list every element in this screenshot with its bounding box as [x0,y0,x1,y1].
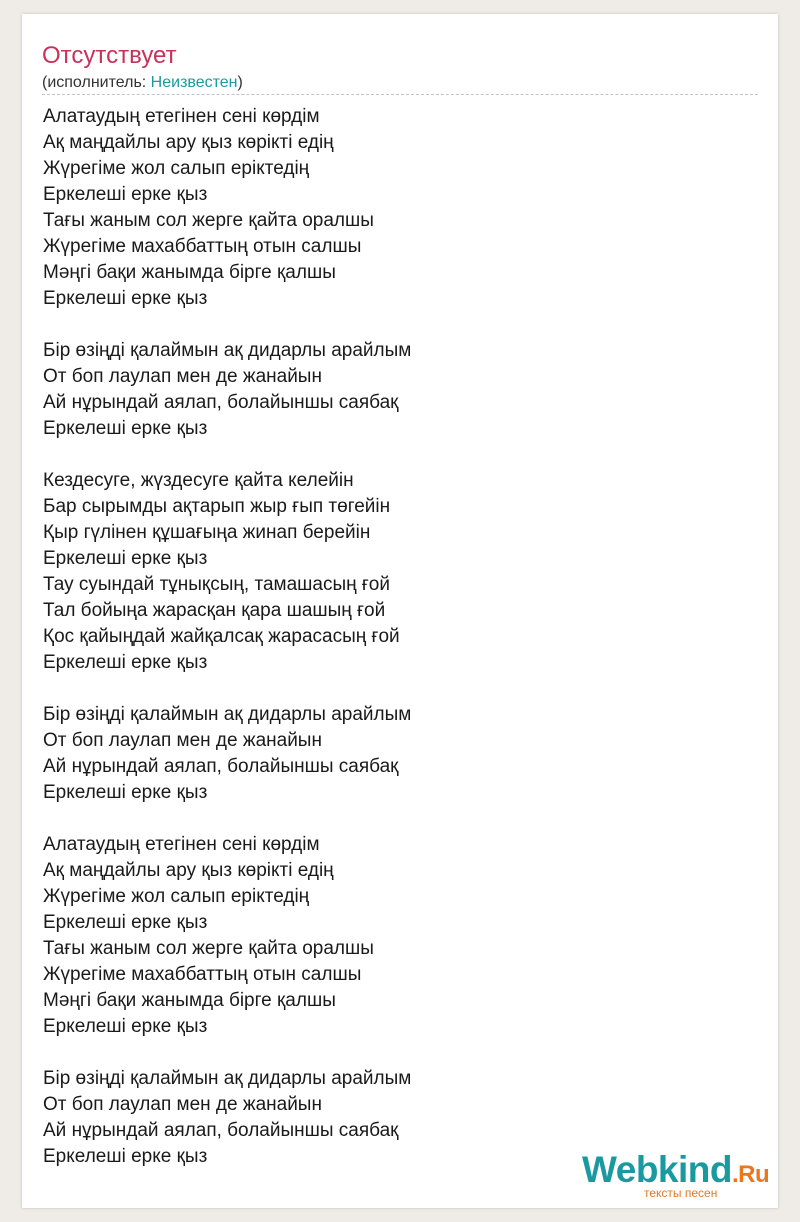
lyrics-line: Кездесуге, жүздесуге қайта келейін [43,470,354,491]
lyrics-line: Еркелеші ерке қыз [43,912,208,933]
lyrics-line: Ақ маңдайлы ару қыз көрікті едің [43,860,334,881]
divider [42,94,758,95]
lyrics-line: Жүрегіме махаббаттың отын салшы [43,964,362,985]
lyrics-line: Бір өзіңді қалаймын ақ дидарлы арайлым [43,340,412,361]
lyrics-line: Еркелеші ерке қыз [43,782,208,803]
lyrics-line: От боп лаулап мен де жанайын [43,1094,322,1115]
lyrics-verse [43,832,743,1040]
lyrics-line: Еркелеші ерке қыз [43,288,208,309]
lyrics-line: Ай нұрындай аялап, болайыншы саябақ [43,1120,399,1141]
logo-subtitle: тексты песен [644,1186,718,1200]
lyrics-line: Ақ маңдайлы ару қыз көрікті едің [43,132,334,153]
song-title: Отсутствует [42,42,177,69]
lyrics-verse [43,104,743,312]
lyrics-verse [43,338,743,442]
lyrics-line: Алатаудың етегінен сені көрдім [43,834,320,855]
lyrics-body [43,104,743,1196]
lyrics-verse [43,468,743,676]
lyrics-line: Тағы жаным сол жерге қайта оралшы [43,938,374,959]
artist-prefix: (исполнитель: [42,74,151,91]
lyrics-line: Мәңгі бақи жанымда бірге қалшы [43,262,336,283]
lyrics-line: Тау суындай тұнықсың, тамашасың ғой [43,574,390,595]
lyrics-line: Еркелеші ерке қыз [43,418,208,439]
lyrics-line: Еркелеші ерке қыз [43,1016,208,1037]
lyrics-line: Жүрегіме жол салып еріктедің [43,886,310,907]
lyrics-line: Қос қайыңдай жайқалсақ жарасасың ғой [43,626,400,647]
artist-suffix: ) [237,74,243,91]
lyrics-line: Тал бойыңа жарасқан қара шашың ғой [43,600,386,621]
lyrics-line: Мәңгі бақи жанымда бірге қалшы [43,990,336,1011]
lyrics-line: Жүрегіме жол салып еріктедің [43,158,310,179]
logo-main-text: Webkind [582,1149,732,1190]
artist-line [42,73,243,93]
artist-link[interactable]: Неизвестен [150,74,238,91]
site-logo[interactable] [582,1150,782,1200]
lyrics-line: Еркелеші ерке қыз [43,184,208,205]
lyrics-verse [43,702,743,806]
lyrics-line: Қыр гүлінен құшағыңа жинап берейін [43,522,371,543]
lyrics-line: Жүрегіме махаббаттың отын салшы [43,236,362,257]
lyrics-line: От боп лаулап мен де жанайын [43,366,322,387]
lyrics-line: Бір өзіңді қалаймын ақ дидарлы арайлым [43,1068,412,1089]
lyrics-line: Тағы жаным сол жерге қайта оралшы [43,210,374,231]
lyrics-line: Бар сырымды ақтарып жыр ғып төгейін [43,496,391,517]
lyrics-line: Ай нұрындай аялап, болайыншы саябақ [43,392,399,413]
lyrics-line: Бір өзіңді қалаймын ақ дидарлы арайлым [43,704,412,725]
lyrics-page [22,14,778,1208]
lyrics-line: Еркелеші ерке қыз [43,1146,208,1167]
lyrics-line: Ай нұрындай аялап, болайыншы саябақ [43,756,399,777]
lyrics-line: От боп лаулап мен де жанайын [43,730,322,751]
logo-tld: .Ru [732,1161,770,1188]
lyrics-line: Еркелеші ерке қыз [43,652,208,673]
lyrics-line: Еркелеші ерке қыз [43,548,208,569]
lyrics-line: Алатаудың етегінен сені көрдім [43,106,320,127]
